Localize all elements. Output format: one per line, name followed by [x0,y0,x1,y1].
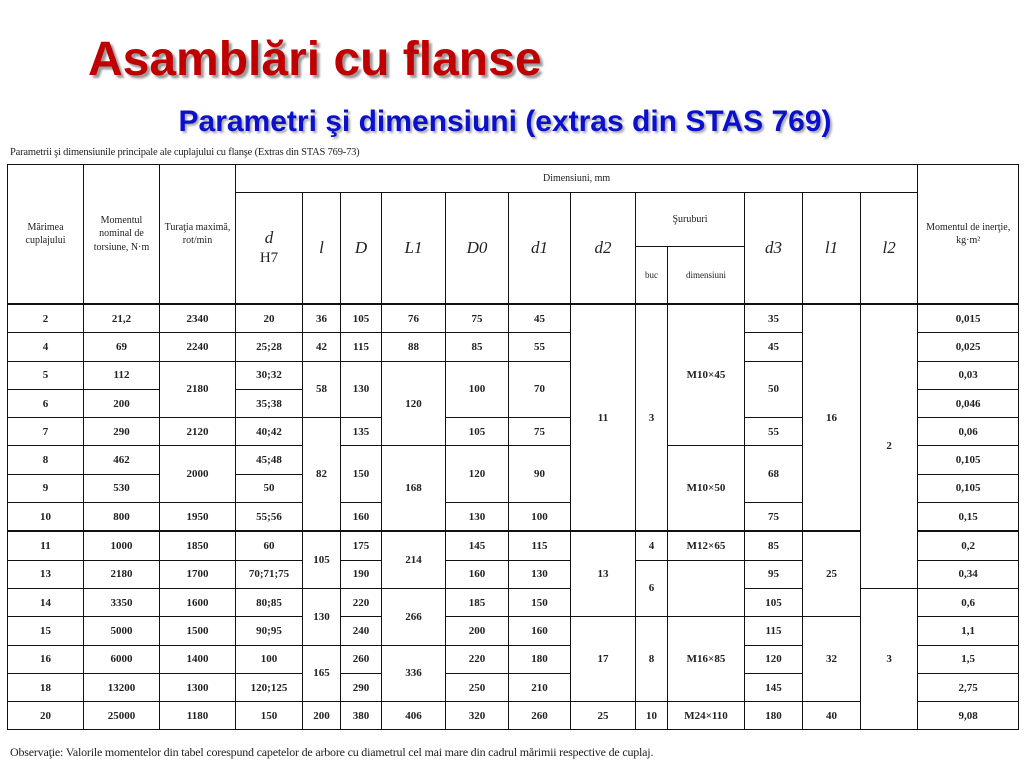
cell-inertie: 0,025 [918,333,1019,361]
cell-L1: 336 [382,645,446,702]
header-d3: d3 [745,193,803,305]
cell-D0: 200 [446,617,509,645]
cell-D: 105 [341,304,382,333]
cell-size: 14 [8,588,84,616]
table-row [8,304,1019,333]
cell-moment: 21,2 [84,304,160,333]
cell-l: 105 [303,531,341,588]
header-d [236,193,303,305]
cell-D: 380 [341,702,382,730]
cell-inertie: 0,046 [918,389,1019,417]
cell-l1: 40 [803,702,861,730]
cell-d: 120;125 [236,673,303,701]
cell-suruburi-dim: M12×65 [668,531,745,560]
cell-D: 160 [341,503,382,532]
cell-l: 130 [303,588,341,645]
cell-d3: 45 [745,333,803,361]
cell-d: 60 [236,531,303,560]
slide-subtitle: Parametri şi dimensiuni (extras din STAS 769) [178,105,832,138]
cell-moment: 69 [84,333,160,361]
flange-coupling-table [7,164,1019,730]
cell-D0: 220 [446,645,509,673]
cell-d3: 50 [745,361,803,418]
cell-d1: 70 [509,361,571,418]
cell-suruburi-dim: M16×85 [668,617,745,702]
cell-inertie: 1,1 [918,617,1019,645]
cell-d: 30;32 [236,361,303,389]
cell-D0: 145 [446,531,509,560]
cell-d2: 11 [571,304,636,531]
cell-inertie: 0,6 [918,588,1019,616]
cell-d3: 75 [745,503,803,532]
table-row [8,588,1019,616]
cell-turatia: 1400 [160,645,236,673]
cell-l1: 16 [803,304,861,531]
cell-d: 90;95 [236,617,303,645]
cell-d1: 260 [509,702,571,730]
cell-turatia: 2120 [160,418,236,446]
cell-L1: 214 [382,531,446,588]
cell-d2: 25 [571,702,636,730]
cell-d1: 75 [509,418,571,446]
cell-moment: 13200 [84,673,160,701]
cell-l1: 25 [803,531,861,616]
header-moment-nominal: Momentul nominal de torsiune, N·m [84,165,160,305]
cell-size: 18 [8,673,84,701]
cell-inertie: 0,15 [918,503,1019,532]
cell-turatia: 1300 [160,673,236,701]
cell-D0: 130 [446,503,509,532]
cell-d: 100 [236,645,303,673]
cell-D0: 120 [446,446,509,503]
cell-d: 55;56 [236,503,303,532]
table-caption: Parametrii şi dimensiunile principale ale cuplajului cu flanşe (Extras din STAS 769-73) [10,147,360,158]
header-L1: L1 [382,193,446,305]
cell-D0: 320 [446,702,509,730]
cell-turatia: 2340 [160,304,236,333]
cell-buc: 8 [636,617,668,702]
table-footnote: Observaţie: Valorile momentelor din tabel corespund capetelor de arbore cu diametrul cel mai mare din cadrul mărimii respective de cuplaj. [10,745,654,759]
cell-inertie: 9,08 [918,702,1019,730]
cell-L1: 76 [382,304,446,333]
cell-D: 260 [341,645,382,673]
cell-d1: 130 [509,560,571,588]
cell-d1: 180 [509,645,571,673]
cell-d3: 105 [745,588,803,616]
cell-moment: 6000 [84,645,160,673]
cell-l: 42 [303,333,341,361]
cell-D0: 75 [446,304,509,333]
cell-d1: 150 [509,588,571,616]
cell-size: 11 [8,531,84,560]
header-l: l [303,193,341,305]
cell-turatia: 1950 [160,503,236,532]
cell-D: 190 [341,560,382,588]
cell-d3: 115 [745,617,803,645]
cell-D: 240 [341,617,382,645]
cell-turatia: 2180 [160,361,236,418]
cell-d1: 90 [509,446,571,503]
cell-l1: 32 [803,617,861,702]
cell-turatia: 2000 [160,446,236,503]
cell-D0: 250 [446,673,509,701]
cell-buc: 4 [636,531,668,560]
cell-d3: 55 [745,418,803,446]
cell-inertie: 1,5 [918,645,1019,673]
cell-D: 130 [341,361,382,418]
header-moment-inertie: Momentul de inerţie, kg·m² [918,165,1019,305]
cell-L1: 88 [382,333,446,361]
cell-turatia: 1700 [160,560,236,588]
header-dimensiuni: Dimensiuni, mm [236,165,918,193]
cell-d: 45;48 [236,446,303,474]
cell-l: 82 [303,418,341,532]
cell-moment: 290 [84,418,160,446]
cell-turatia: 1600 [160,588,236,616]
cell-d1: 55 [509,333,571,361]
cell-d3: 35 [745,304,803,333]
cell-D0: 105 [446,418,509,446]
cell-L1: 120 [382,361,446,446]
header-d2: d2 [571,193,636,305]
header-D: D [341,193,382,305]
cell-l: 58 [303,361,341,418]
header-marime: Mărimea cuplajului [8,165,84,305]
cell-inertie: 0,015 [918,304,1019,333]
cell-suruburi-dim [668,560,745,617]
cell-turatia: 1180 [160,702,236,730]
cell-size: 8 [8,446,84,474]
cell-moment: 5000 [84,617,160,645]
cell-turatia: 2240 [160,333,236,361]
cell-inertie: 0,105 [918,474,1019,502]
cell-moment: 1000 [84,531,160,560]
cell-D0: 100 [446,361,509,418]
cell-d: 25;28 [236,333,303,361]
cell-D0: 185 [446,588,509,616]
cell-d: 80;85 [236,588,303,616]
cell-suruburi-dim: M10×45 [668,304,745,446]
slide-title: Asamblări cu flanse [88,33,542,86]
header-l2: l2 [861,193,918,305]
cell-D: 290 [341,673,382,701]
cell-d3: 95 [745,560,803,588]
cell-suruburi-dim: M24×110 [668,702,745,730]
cell-suruburi-dim: M10×50 [668,446,745,531]
cell-size: 7 [8,418,84,446]
cell-d3: 180 [745,702,803,730]
cell-moment: 200 [84,389,160,417]
cell-d3: 85 [745,531,803,560]
cell-moment: 800 [84,503,160,532]
cell-d: 40;42 [236,418,303,446]
cell-D: 220 [341,588,382,616]
cell-D: 135 [341,418,382,446]
cell-size: 16 [8,645,84,673]
header-buc: buc [636,247,668,305]
cell-size: 20 [8,702,84,730]
cell-D0: 85 [446,333,509,361]
cell-size: 10 [8,503,84,532]
cell-d3: 68 [745,446,803,503]
header-l1: l1 [803,193,861,305]
cell-buc: 10 [636,702,668,730]
cell-d: 50 [236,474,303,502]
cell-d: 20 [236,304,303,333]
cell-inertie: 2,75 [918,673,1019,701]
cell-l: 165 [303,645,341,702]
header-D0: D0 [446,193,509,305]
cell-l2: 3 [861,588,918,729]
cell-moment: 3350 [84,588,160,616]
header-dimensiuni-suruburi: dimensiuni [668,247,745,305]
cell-inertie: 0,105 [918,446,1019,474]
cell-d1: 100 [509,503,571,532]
cell-moment: 462 [84,446,160,474]
cell-buc: 3 [636,304,668,531]
cell-size: 5 [8,361,84,389]
cell-d: 150 [236,702,303,730]
cell-size: 15 [8,617,84,645]
cell-size: 6 [8,389,84,417]
cell-turatia: 1850 [160,531,236,560]
cell-D0: 160 [446,560,509,588]
cell-D: 175 [341,531,382,560]
header-d-symbol: d [264,228,274,248]
cell-moment: 25000 [84,702,160,730]
cell-inertie: 0,03 [918,361,1019,389]
cell-d1: 160 [509,617,571,645]
cell-d2: 17 [571,617,636,702]
cell-D: 150 [341,446,382,503]
cell-inertie: 0,34 [918,560,1019,588]
cell-size: 4 [8,333,84,361]
cell-d3: 145 [745,673,803,701]
cell-moment: 112 [84,361,160,389]
header-d-fit: H7 [259,250,279,266]
cell-L1: 406 [382,702,446,730]
header-suruburi: Şuruburi [636,193,745,247]
cell-inertie: 0,06 [918,418,1019,446]
cell-size: 9 [8,474,84,502]
cell-l2: 2 [861,304,918,588]
cell-d: 35;38 [236,389,303,417]
cell-d2: 13 [571,531,636,616]
cell-moment: 530 [84,474,160,502]
cell-d1: 210 [509,673,571,701]
cell-moment: 2180 [84,560,160,588]
cell-buc: 6 [636,560,668,617]
cell-d1: 45 [509,304,571,333]
cell-d: 70;71;75 [236,560,303,588]
cell-inertie: 0,2 [918,531,1019,560]
cell-d1: 115 [509,531,571,560]
cell-l: 36 [303,304,341,333]
cell-size: 13 [8,560,84,588]
header-d1: d1 [509,193,571,305]
cell-size: 2 [8,304,84,333]
cell-L1: 168 [382,446,446,531]
cell-l: 200 [303,702,341,730]
header-turatia: Turaţia maximă, rot/min [160,165,236,305]
cell-turatia: 1500 [160,617,236,645]
cell-L1: 266 [382,588,446,645]
cell-d3: 120 [745,645,803,673]
cell-D: 115 [341,333,382,361]
